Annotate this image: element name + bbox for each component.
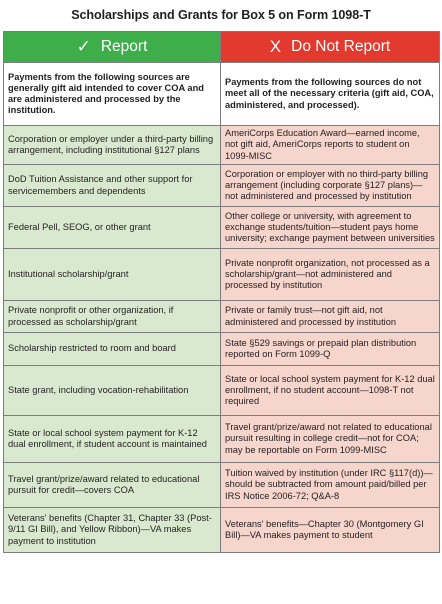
not-report-cell: Tuition waived by institution (under IRC §117(d))—should be subtracted from amount paid/billed per IRS Notice 2006-72; Q&A-8 [221,463,440,508]
report-cell: State or local school system payment for K-12 dual enrollment, if student account is maintained [4,416,221,463]
not-report-cell: Other college or university, with agreement to exchange students/tuition—student pays home university; exchange payment between universities [221,207,440,249]
table-row [4,249,440,301]
table-row [4,165,440,207]
table-row [4,508,440,553]
not-report-intro: Payments from the following sources do not meet all of the necessary criteria (gift aid, COA, administered, and processed). [221,63,440,126]
not-report-cell: Private nonprofit organization, not processed as a scholarship/grant—not administered and processed by institution [221,249,440,301]
table-row [4,463,440,508]
checkmark-icon: ✓ [76,37,91,57]
not-report-cell: AmeriCorps Education Award—earned income, not gift aid, AmeriCorps reports to student on 1099-MISC [221,126,440,165]
not-report-cell: Private or family trust—not gift aid, not administered and processed by institution [221,301,440,333]
x-mark-icon: X [269,37,282,57]
table-header-row [4,32,440,63]
report-cell: Corporation or employer under a third-party billing arrangement, including institutional §127 plans [4,126,221,165]
report-cell: State grant, including vocation-rehabilitation [4,366,221,416]
report-cell: Private nonprofit or other organization, if processed as scholarship/grant [4,301,221,333]
page-title: Scholarships and Grants for Box 5 on Form 1098-T [71,8,371,22]
not-report-cell: State or local school system payment for K-12 dual enrollment, if no student account—1098-T not required [221,366,440,416]
report-header [4,32,221,63]
not-report-header-label: Do Not Report [291,38,391,56]
report-cell: Veterans' benefits (Chapter 31, Chapter 33 (Post-9/11 GI Bill), and Yellow Ribbon)—VA makes payment to institution [4,508,221,553]
table-row [4,207,440,249]
table-row [4,333,440,366]
intro-row [4,63,440,126]
scholarship-table [3,31,440,553]
table-row [4,366,440,416]
not-report-header [221,32,440,63]
report-cell: Institutional scholarship/grant [4,249,221,301]
table-row [4,126,440,165]
report-cell: Travel grant/prize/award related to educational pursuit for credit—covers COA [4,463,221,508]
not-report-cell: Travel grant/prize/award not related to educational pursuit resulting in college credit—not for COA; may be reportable on Form 1099-MISC [221,416,440,463]
not-report-cell: State §529 savings or prepaid plan distribution reported on Form 1099-Q [221,333,440,366]
table-row [4,416,440,463]
report-header-label: Report [100,38,148,56]
not-report-cell: Corporation or employer with no third-party billing arrangement (including corporate §127 plans)—not administered and processed by institution [221,165,440,207]
report-cell: Federal Pell, SEOG, or other grant [4,207,221,249]
table-row [4,301,440,333]
report-intro: Payments from the following sources are generally gift aid intended to cover COA and are administered and processed by the institution. [4,63,221,126]
not-report-cell: Veterans' benefits—Chapter 30 (Montgomery GI Bill)—VA makes payment to student [221,508,440,553]
report-cell: DoD Tuition Assistance and other support for servicemembers and dependents [4,165,221,207]
report-cell: Scholarship restricted to room and board [4,333,221,366]
